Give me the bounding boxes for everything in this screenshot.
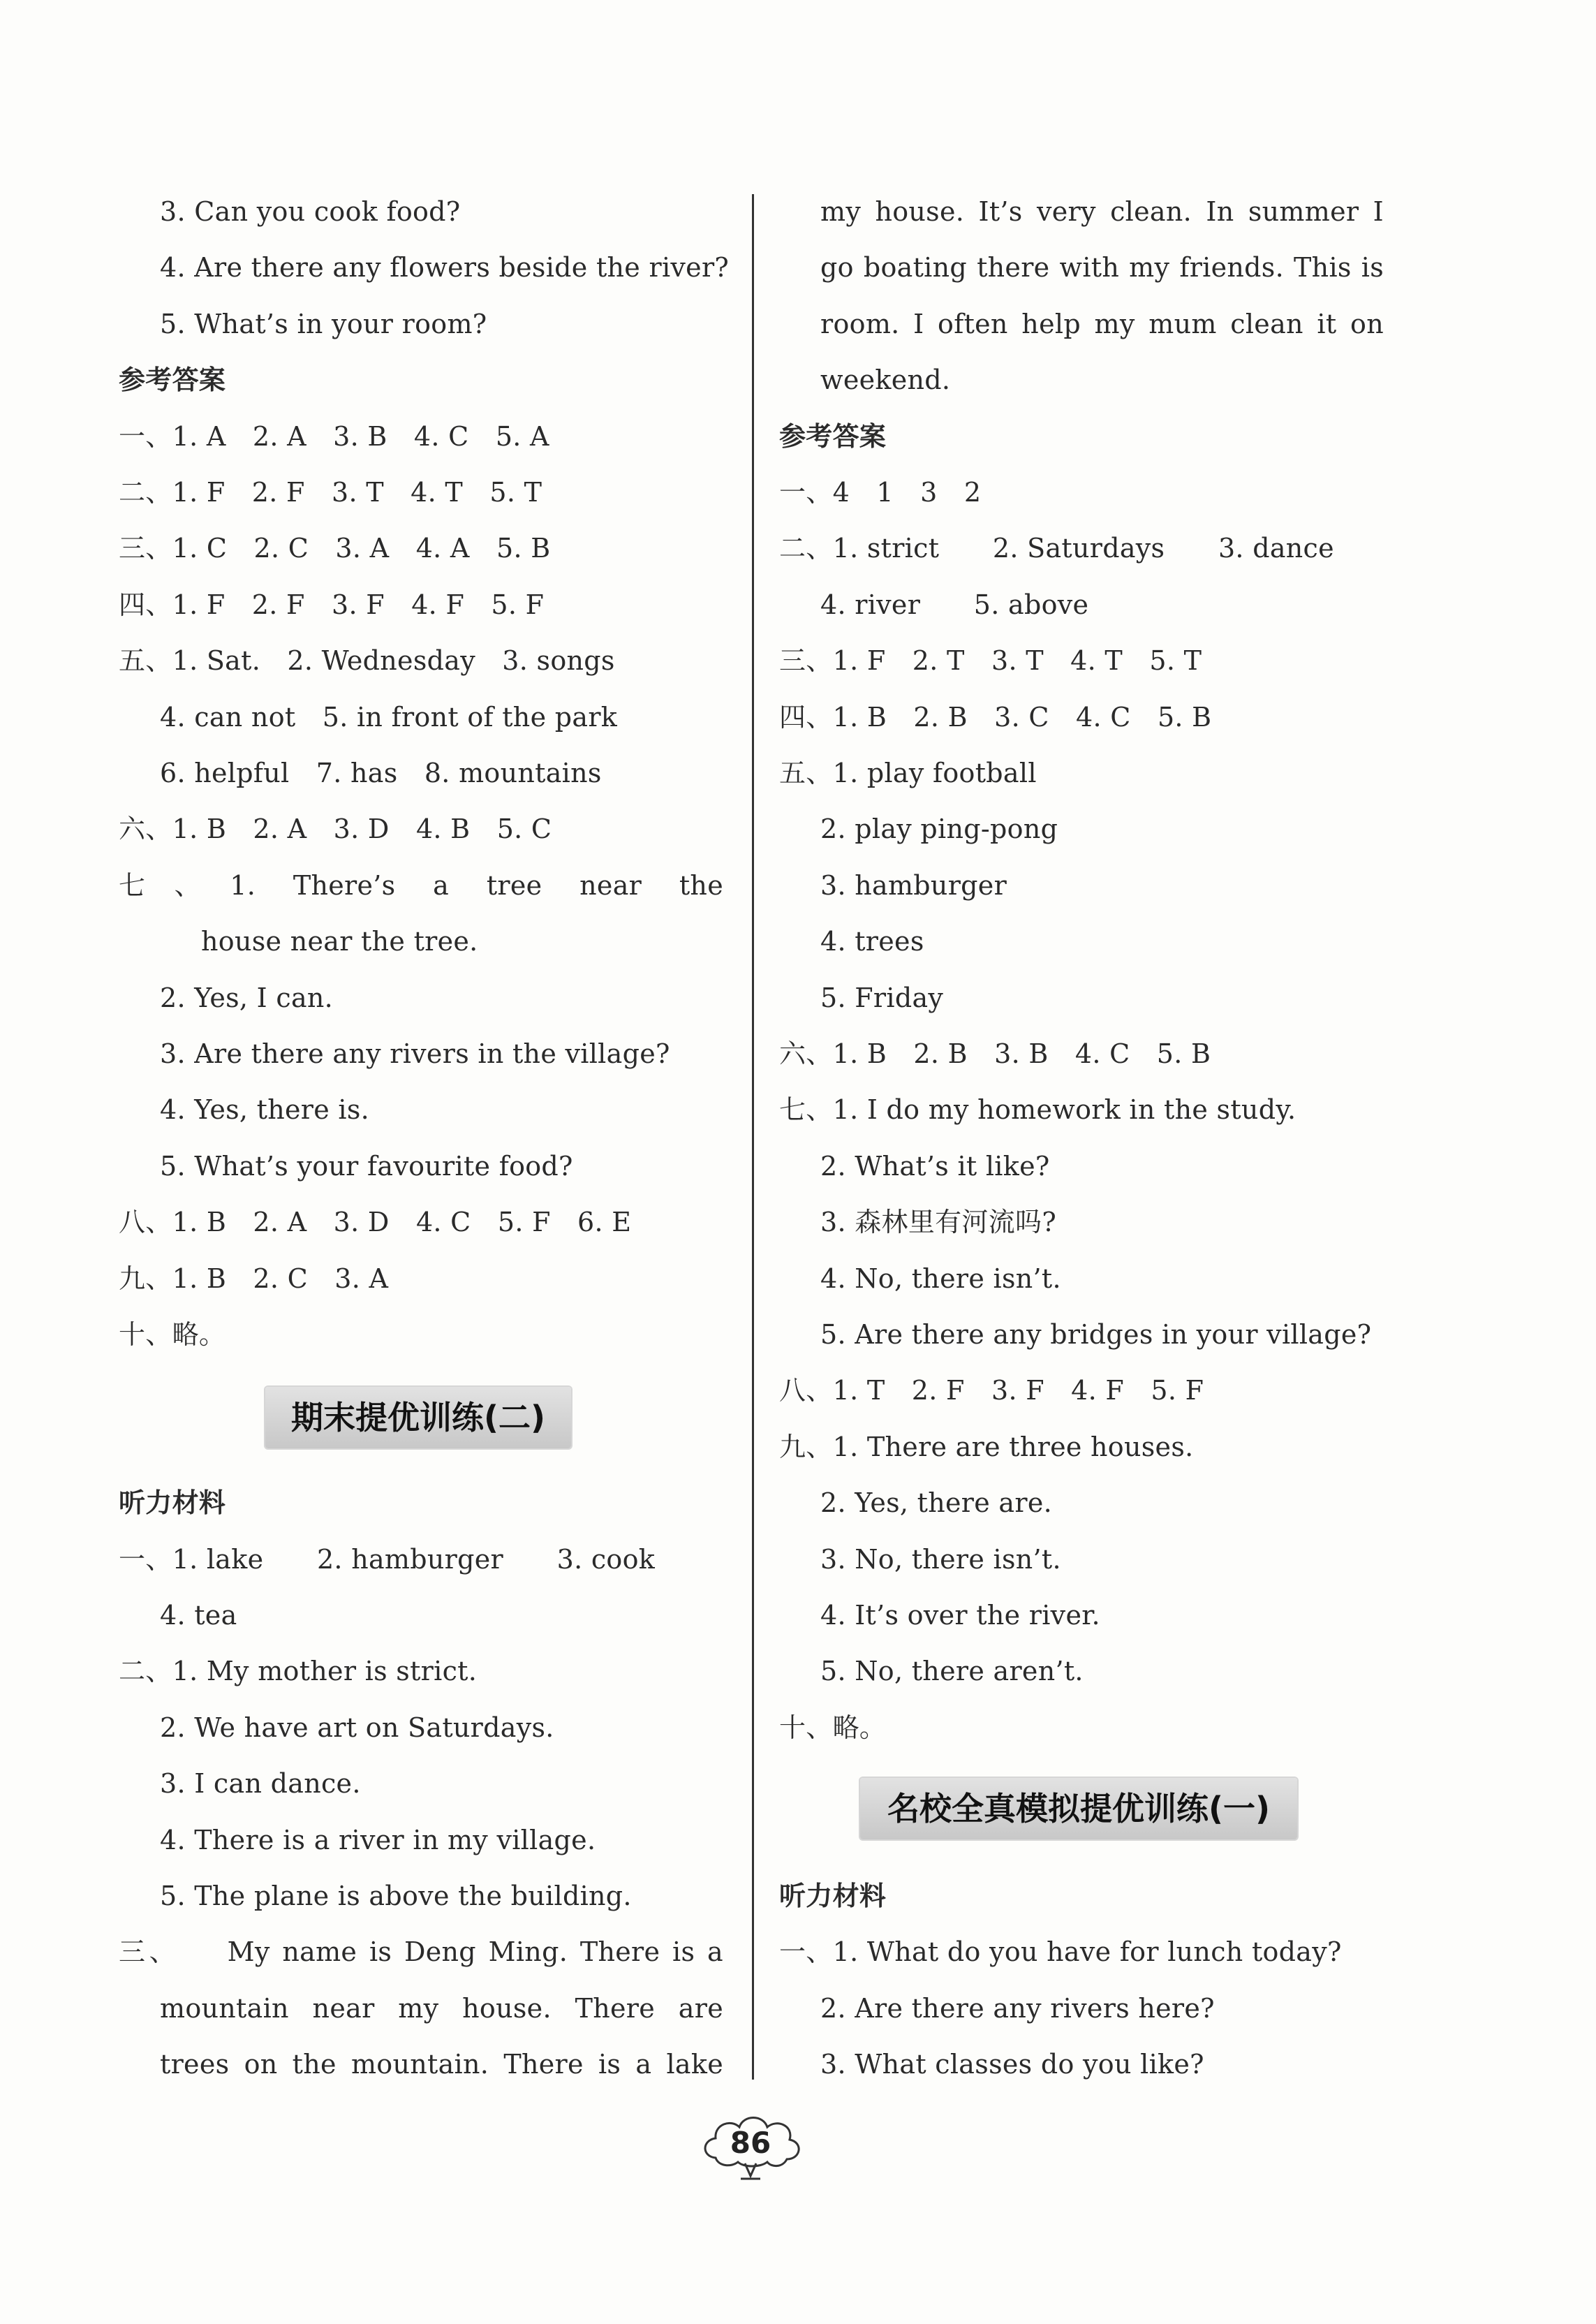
text-line: 三、 My name is Deng Ming. There is a bbox=[119, 1936, 723, 1968]
text-line: 5. No, there aren’t. bbox=[820, 1656, 1084, 1687]
text-line: 3. What classes do you like? bbox=[820, 2049, 1204, 2080]
text-line: 六、1. B 2. A 3. D 4. B 5. C bbox=[119, 814, 552, 845]
text-line: 七、1. There’s a tree near the bbox=[119, 869, 723, 901]
text-line: 2. Yes, I can. bbox=[160, 982, 334, 1013]
text-line: 七、1. I do my homework in the study. bbox=[779, 1094, 1296, 1126]
text-line: 4. river 5. above bbox=[820, 589, 1089, 620]
text-line: 5. Friday bbox=[820, 982, 944, 1013]
text-line: 6. helpful 7. has 8. mountains bbox=[160, 758, 602, 788]
text-line: 三、1. C 2. C 3. A 4. A 5. B bbox=[119, 533, 551, 564]
text-line: 二、1. strict 2. Saturdays 3. dance bbox=[779, 533, 1334, 564]
text-line: 3. Are there any rivers in the village? bbox=[160, 1038, 670, 1069]
text-line: 一、1. What do you have for lunch today? bbox=[779, 1936, 1342, 1968]
page-number-badge bbox=[695, 2109, 806, 2186]
text-line: 4. Yes, there is. bbox=[160, 1094, 370, 1126]
text-line: 5. What’s in your room? bbox=[160, 308, 487, 339]
text-line: 八、1. T 2. F 3. F 4. F 5. F bbox=[779, 1375, 1204, 1406]
text-line: 十、略。 bbox=[779, 1712, 887, 1743]
text-line: house near the tree. bbox=[201, 926, 478, 957]
text-line: 5. What’s your favourite food? bbox=[160, 1150, 573, 1182]
text-line: 2. play ping-pong bbox=[820, 814, 1058, 845]
text-line: 二、1. My mother is strict. bbox=[119, 1656, 478, 1687]
text-line: 5. Are there any bridges in your village? bbox=[820, 1319, 1372, 1350]
text-line: 3. No, there isn’t. bbox=[820, 1543, 1061, 1575]
text-line: 六、1. B 2. B 3. B 4. C 5. B bbox=[779, 1038, 1211, 1069]
text-line: 3. 森林里有河流吗? bbox=[820, 1207, 1057, 1238]
text-line: my house. It’s very clean. In summer I bbox=[820, 196, 1384, 227]
text-line: weekend. bbox=[820, 365, 951, 396]
text-line: 四、1. B 2. B 3. C 4. C 5. B bbox=[779, 701, 1212, 733]
text-line: 4. trees bbox=[820, 926, 924, 957]
text-line: 5. The plane is above the building. bbox=[160, 1881, 632, 1911]
text-line: 五、1. play football bbox=[779, 758, 1037, 788]
text-line: 2. Yes, there are. bbox=[820, 1487, 1053, 1519]
section-heading: 参考答案 bbox=[779, 420, 887, 452]
text-line: 4. There is a river in my village. bbox=[160, 1824, 596, 1855]
text-line: 3. hamburger bbox=[820, 869, 1007, 901]
text-line: 九、1. There are three houses. bbox=[779, 1431, 1194, 1462]
text-line: 4. Are there any flowers beside the river? bbox=[160, 252, 730, 284]
column-divider bbox=[752, 194, 754, 2080]
text-line: 八、1. B 2. A 3. D 4. C 5. F 6. E bbox=[119, 1207, 632, 1238]
text-line: 3. I can dance. bbox=[160, 1768, 361, 1800]
section-banner-final-training-2: 期末提优训练(二) bbox=[265, 1387, 571, 1448]
text-line: 九、1. B 2. C 3. A bbox=[119, 1263, 389, 1294]
text-line: 4. can not 5. in front of the park bbox=[160, 701, 618, 733]
text-line: 五、1. Sat. 2. Wednesday 3. songs bbox=[119, 645, 615, 677]
text-line: 4. No, there isn’t. bbox=[820, 1263, 1061, 1294]
text-line: 4. It’s over the river. bbox=[820, 1600, 1100, 1631]
text-line: 四、1. F 2. F 3. F 4. F 5. F bbox=[119, 589, 545, 620]
text-line: 十、略。 bbox=[119, 1319, 226, 1350]
text-line: 2. We have art on Saturdays. bbox=[160, 1712, 554, 1743]
text-line: 4. tea bbox=[160, 1600, 237, 1631]
text-line: trees on the mountain. There is a lake bbox=[160, 2049, 723, 2080]
text-line: 三、1. F 2. T 3. T 4. T 5. T bbox=[779, 645, 1202, 677]
section-heading: 听力材料 bbox=[119, 1487, 226, 1519]
text-line: 2. Are there any rivers here? bbox=[820, 1992, 1215, 2024]
page-number: 86 bbox=[730, 2126, 771, 2160]
text-line: 一、1. A 2. A 3. B 4. C 5. A bbox=[119, 420, 549, 452]
text-line: 一、1. lake 2. hamburger 3. cook bbox=[119, 1543, 656, 1575]
section-heading: 听力材料 bbox=[779, 1881, 887, 1911]
text-line: 3. Can you cook food? bbox=[160, 196, 461, 227]
text-line: 二、1. F 2. F 3. T 4. T 5. T bbox=[119, 477, 542, 508]
text-line: room. I often help my mum clean it on bbox=[820, 308, 1384, 339]
text-line: mountain near my house. There are bbox=[160, 1992, 723, 2024]
section-heading: 参考答案 bbox=[119, 365, 226, 396]
text-line: go boating there with my friends. This is bbox=[820, 252, 1384, 284]
section-banner-mock-training-1: 名校全真模拟提优训练(一) bbox=[860, 1778, 1297, 1839]
text-line: 一、4 1 3 2 bbox=[779, 477, 982, 508]
text-line: 2. What’s it like? bbox=[820, 1150, 1050, 1182]
